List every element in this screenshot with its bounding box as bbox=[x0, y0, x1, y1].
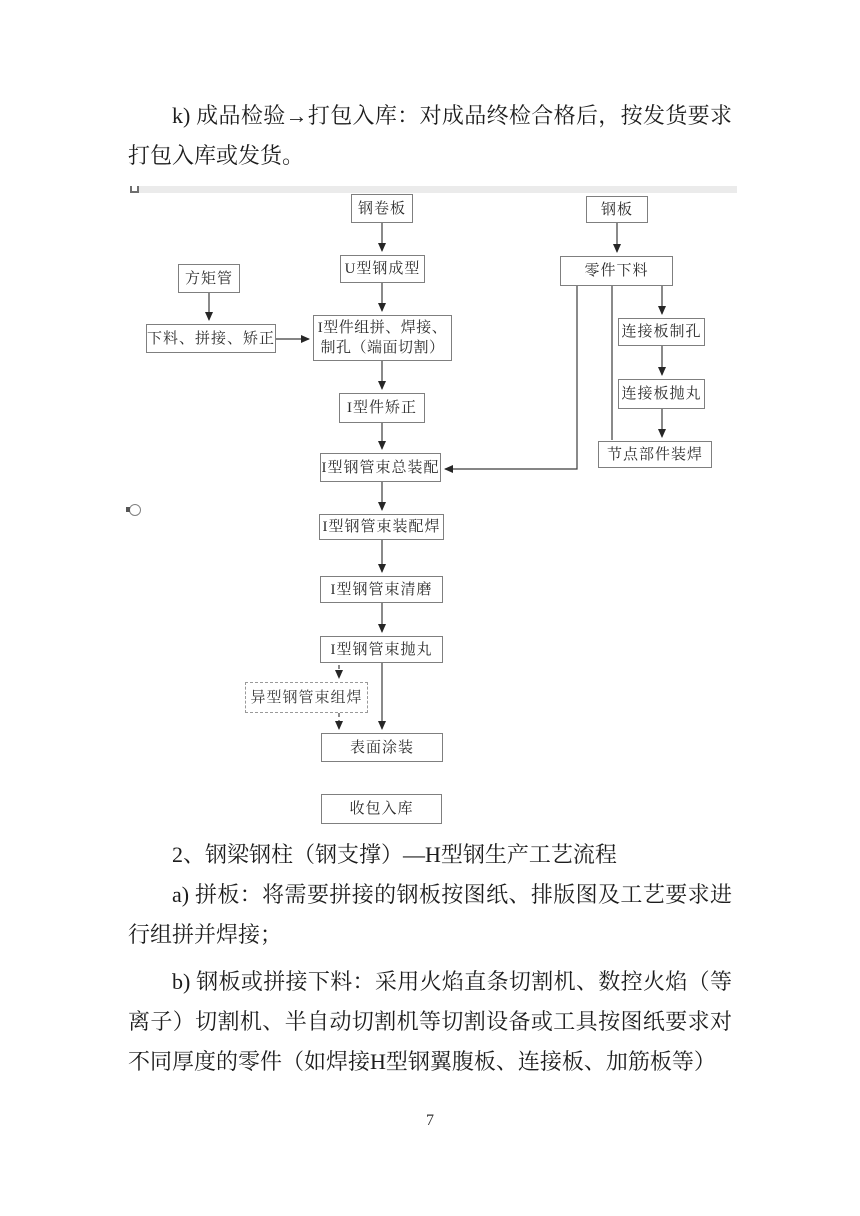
flow-node-surface-coating: 表面涂装 bbox=[321, 733, 443, 762]
flow-node-connector-shot-blasting: 连接板抛丸 bbox=[618, 379, 705, 409]
flow-node-i-straightening: I型件矫正 bbox=[339, 393, 425, 423]
paragraph-a bbox=[128, 875, 732, 955]
section-heading-text: 2、钢梁钢柱（钢支撑）—H型钢生产工艺流程 bbox=[172, 842, 617, 867]
paragraph-k-line-2: 打包入库或发货。 bbox=[128, 143, 305, 168]
anchor-circle-icon bbox=[129, 504, 141, 516]
section-heading bbox=[128, 835, 732, 875]
flow-node-i-assembly bbox=[313, 315, 452, 361]
flow-node-steel-plate: 钢板 bbox=[586, 196, 648, 223]
paragraph-a-line-2: 行组拼并焊接； bbox=[128, 922, 283, 947]
paragraph-k-line-1: k) 成品检验→打包入库：对成品终检合格后，按发货要求 bbox=[172, 103, 732, 128]
flow-node-bundle-assembly-welding: I型钢管束装配焊 bbox=[319, 514, 444, 540]
flow-node-steel-coil: 钢卷板 bbox=[351, 194, 413, 223]
paragraph-b-line-1: b) 钢板或拼接下料：采用火焰直条切割机、数控火焰（等 bbox=[172, 969, 732, 994]
flow-node-bundle-general-assembly: I型钢管束总装配 bbox=[320, 453, 441, 482]
flow-node-special-bundle-welding: 异型钢管束组焊 bbox=[245, 682, 368, 713]
flow-node-connector-drilling: 连接板制孔 bbox=[618, 318, 705, 346]
paragraph-k bbox=[128, 96, 732, 176]
anchor-circle-notch-icon bbox=[126, 507, 130, 512]
paragraph-b-line-2: 离子）切割机、半自动切割机等切割设备或工具按图纸要求对 bbox=[128, 1009, 732, 1034]
flow-node-parts-blanking: 零件下料 bbox=[560, 256, 673, 286]
paragraph-b bbox=[128, 962, 732, 1082]
flow-node-square-tube: 方矩管 bbox=[178, 264, 240, 293]
flow-node-packing-storage: 收包入库 bbox=[321, 794, 442, 824]
flow-node-bundle-shot-blasting: I型钢管束抛丸 bbox=[320, 636, 443, 663]
page-number: 7 bbox=[426, 1112, 434, 1129]
flow-node-blank-splice-straighten: 下料、拼接、矫正 bbox=[146, 324, 276, 353]
flow-node-u-forming: U型钢成型 bbox=[340, 255, 425, 283]
flow-node-i-assembly-line-1: I型件组拼、焊接、 bbox=[317, 320, 448, 336]
flow-node-node-parts-welding: 节点部件装焊 bbox=[598, 441, 712, 468]
flow-node-i-assembly-line-2: 制孔（端面切割） bbox=[320, 340, 445, 356]
paragraph-a-line-1: a) 拼板：将需要拼接的钢板按图纸、排版图及工艺要求进 bbox=[172, 882, 732, 907]
anchor-marker-icon bbox=[130, 186, 139, 193]
image-top-border bbox=[139, 186, 737, 193]
paragraph-b-line-3: 不同厚度的零件（如焊接H型钢翼腹板、连接板、加筋板等） bbox=[128, 1049, 716, 1074]
flow-node-bundle-grinding: I型钢管束清磨 bbox=[320, 576, 443, 603]
